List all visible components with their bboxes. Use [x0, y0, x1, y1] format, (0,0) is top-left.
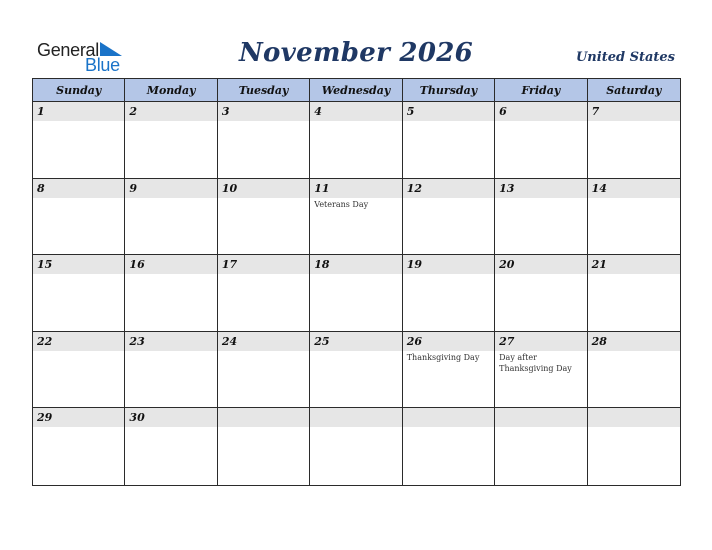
holiday-label: [495, 274, 586, 275]
day-cell: [33, 332, 125, 409]
day-cell: [403, 179, 495, 256]
weekday-header-tuesday: Tuesday: [218, 79, 310, 102]
day-number: 14: [588, 179, 680, 198]
day-cell: [33, 408, 125, 485]
day-cell: [310, 408, 402, 485]
calendar-title: November 2026: [238, 38, 473, 68]
day-cell: [125, 332, 217, 409]
day-cell: [403, 255, 495, 332]
holiday-label: [403, 274, 494, 275]
holiday-label: [33, 198, 124, 199]
country-label: United States: [575, 50, 675, 65]
weekday-header-sunday: Sunday: [33, 79, 125, 102]
day-cell: [33, 179, 125, 256]
weekday-header-friday: Friday: [495, 79, 587, 102]
day-number: 19: [403, 255, 494, 274]
day-number: 20: [495, 255, 586, 274]
day-cell: [403, 332, 495, 409]
holiday-label: [310, 274, 401, 275]
holiday-label: [218, 351, 309, 352]
day-number: 26: [403, 332, 494, 351]
holiday-label: [33, 351, 124, 352]
holiday-label: [495, 198, 586, 199]
day-cell: [588, 179, 680, 256]
day-number: 9: [125, 179, 216, 198]
day-number: [218, 408, 309, 427]
holiday-label: [310, 121, 401, 122]
day-cell: [310, 255, 402, 332]
weekday-header-saturday: Saturday: [588, 79, 680, 102]
day-cell: [495, 332, 587, 409]
weekday-header-monday: Monday: [125, 79, 217, 102]
day-cell: [310, 332, 402, 409]
holiday-label: [218, 198, 309, 199]
day-number: 4: [310, 102, 401, 121]
holiday-label: Thanksgiving Day: [406, 352, 480, 362]
day-cell: [33, 255, 125, 332]
day-number: 30: [125, 408, 216, 427]
day-cell: [218, 408, 310, 485]
holiday-label: [218, 427, 309, 428]
day-number: 21: [588, 255, 680, 274]
holiday-label: [310, 351, 401, 352]
day-number: 11: [310, 179, 401, 198]
day-number: 27: [495, 332, 586, 351]
holiday-label: [125, 427, 216, 428]
day-cell: [588, 102, 680, 179]
day-number: 5: [403, 102, 494, 121]
day-number: 24: [218, 332, 309, 351]
day-cell: [33, 102, 125, 179]
logo-text-blue: Blue: [85, 55, 120, 75]
day-cell: [495, 408, 587, 485]
day-number: 29: [33, 408, 124, 427]
day-number: 15: [33, 255, 124, 274]
day-cell: [125, 102, 217, 179]
day-cell: [125, 255, 217, 332]
holiday-label: [33, 274, 124, 275]
calendar-grid: [32, 78, 681, 486]
day-number: [310, 408, 401, 427]
logo-text-general: General: [37, 40, 99, 60]
holiday-label: [588, 351, 680, 352]
holiday-label: [588, 274, 680, 275]
holiday-label: Veterans Day: [314, 199, 369, 209]
day-cell: [125, 408, 217, 485]
weekday-header-wednesday: Wednesday: [310, 79, 402, 102]
holiday-label: [125, 351, 216, 352]
day-cell: [125, 179, 217, 256]
day-cell: [218, 102, 310, 179]
day-number: 16: [125, 255, 216, 274]
day-cell: [588, 332, 680, 409]
day-number: 12: [403, 179, 494, 198]
holiday-label: [495, 427, 586, 428]
day-number: 28: [588, 332, 680, 351]
day-number: 25: [310, 332, 401, 351]
day-number: 18: [310, 255, 401, 274]
day-cell: [310, 179, 402, 256]
day-cell: [218, 332, 310, 409]
day-number: 2: [125, 102, 216, 121]
day-number: [495, 408, 586, 427]
holiday-label: [495, 121, 586, 122]
day-number: 8: [33, 179, 124, 198]
holiday-label: [125, 274, 216, 275]
holiday-label: [125, 121, 216, 122]
day-number: 6: [495, 102, 586, 121]
day-cell: [403, 408, 495, 485]
holiday-label: Day after Thanksgiving Day: [499, 352, 572, 373]
day-cell: [588, 408, 680, 485]
day-number: 1: [33, 102, 124, 121]
holiday-label: [33, 121, 124, 122]
day-cell: [218, 255, 310, 332]
day-number: 7: [588, 102, 680, 121]
day-number: 22: [33, 332, 124, 351]
day-number: 10: [218, 179, 309, 198]
holiday-label: [403, 427, 494, 428]
holiday-label: [588, 198, 680, 199]
holiday-label: [125, 198, 216, 199]
day-cell: [495, 179, 587, 256]
day-cell: [495, 255, 587, 332]
weekday-header-thursday: Thursday: [403, 79, 495, 102]
day-number: 17: [218, 255, 309, 274]
day-number: [588, 408, 680, 427]
holiday-label: [588, 427, 680, 428]
day-cell: [310, 102, 402, 179]
holiday-label: [403, 198, 494, 199]
holiday-label: [310, 427, 401, 428]
day-number: [403, 408, 494, 427]
day-number: 3: [218, 102, 309, 121]
holiday-label: [588, 121, 680, 122]
holiday-label: [403, 121, 494, 122]
holiday-label: [218, 121, 309, 122]
day-cell: [403, 102, 495, 179]
holiday-label: [218, 274, 309, 275]
day-cell: [588, 255, 680, 332]
holiday-label: [33, 427, 124, 428]
day-cell: [218, 179, 310, 256]
day-number: 23: [125, 332, 216, 351]
day-cell: [495, 102, 587, 179]
day-number: 13: [495, 179, 586, 198]
